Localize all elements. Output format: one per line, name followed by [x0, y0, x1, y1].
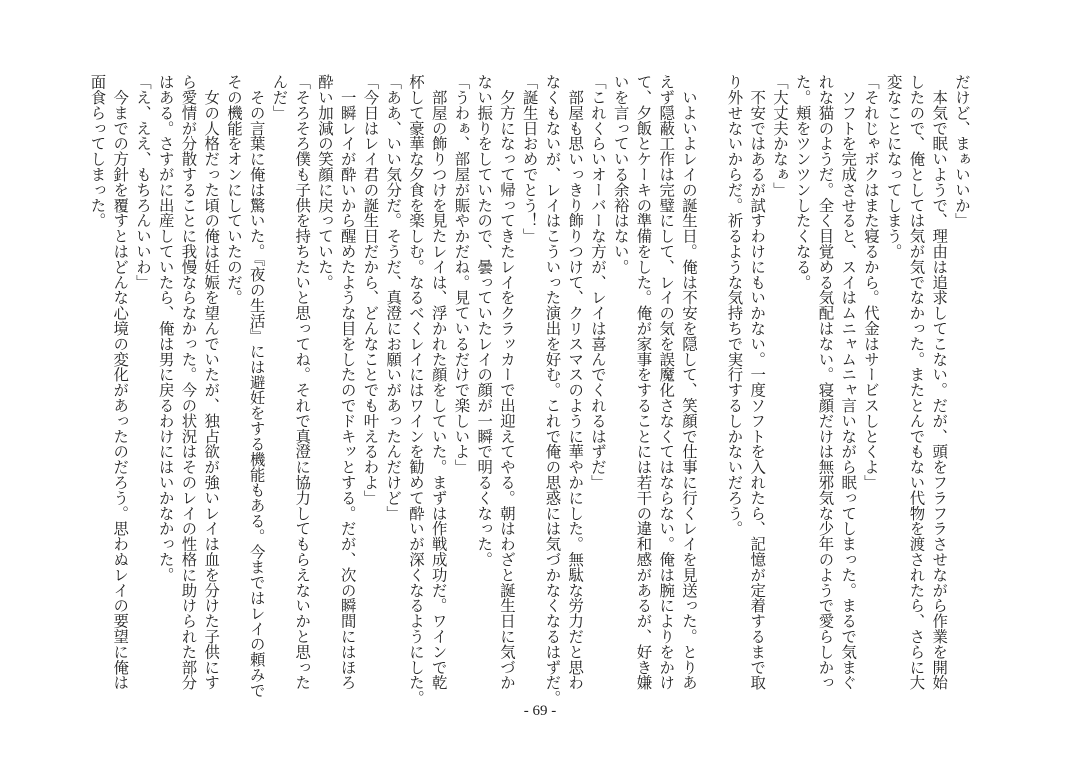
text-line: だけど、まぁいいか」	[953, 74, 971, 228]
text-line: た。頬をツンツンしたくなる。	[793, 74, 812, 290]
text-line: いを言っている余裕はない。	[611, 74, 630, 275]
text-line: 「そろそろ僕も子供を持ちたいと思ってね。それで真澄に協力してもらえないかと思った	[293, 74, 312, 690]
text-line: 一瞬レイが酔いから醒めたような目をしたのでドキッとする。だが、次の瞬間にはほろ	[338, 74, 357, 690]
text-line: ら愛情が分散することに我慢ならなかった。今の状況はそのレイの性格に助けられた部分	[179, 74, 198, 690]
text-line: 部屋も思いっきり飾りつけて、クリスマスのように華やかにした。無駄な労力だと思わ	[566, 74, 585, 690]
text-line: り外せないからだ。祈るような気持ちで実行するしかないだろう。	[725, 74, 744, 536]
text-line: いよいよレイの誕生日。俺は不安を隠して、笑顔で仕事に行くレイを見送った。とりあ	[680, 74, 698, 690]
text-line: 「ああ、いい気分だ。そうだ、真澄にお願いがあったんだけど」	[384, 74, 403, 521]
text-line: 「うわぁ、部屋が賑やかだね。見ているだけで楽しいよ」	[452, 74, 471, 475]
text-line: その機能をオンにしていたのだ。	[225, 74, 243, 305]
text-line: 夕方になって帰ってきたレイをクラッカーで出迎えてやる。朝はわざと誕生日に気づか	[498, 74, 516, 690]
text-line: 「今日はレイ君の誕生日だから、どんなことでも叶えるわよ」	[361, 74, 380, 506]
text-line: 「それじゃボクはまた寝るから。代金はサービスしとくよ」	[862, 74, 880, 490]
text-line: 「これくらいオーバーな方が、レイは喜んでくれるはずだ」	[589, 74, 607, 490]
text-line: んだ」	[270, 74, 289, 121]
text-line	[700, 74, 723, 704]
text-line: れな猫のようだ。全く目覚める気配はない。寝顔だけは無邪気な少年のようで愛らしかっ	[816, 74, 835, 690]
text-line: ソフトを完成させると、スイはムニャムニャ言いながら眠ってしまった。まるで気まぐ	[839, 74, 858, 690]
text-line: 不安ではあるが試すわけにもいかない。一度ソフトを入れたら、記憶が定着するまで取	[748, 74, 767, 690]
text-line: 女の人格だった頃の俺は妊娠を望んでいたが、独占欲が強いレイは血を分けた子供にす	[202, 74, 221, 690]
text-line: 酔い加減の笑顔に戻っていた。	[316, 74, 334, 290]
text-line: 「誕生日おめでとう！」	[520, 74, 539, 244]
text-line: 今までの方針を覆すとはどんな心境の変化があったのだろう。思わぬレイの要望に俺は	[111, 74, 130, 690]
text-line: えず隠蔽工作は完璧にして、レイの気を誤魔化さなくてはならない。俺は腕によりをかけ	[657, 74, 676, 690]
text-line: 杯して豪華な夕食を楽しむ。なるべくレイにはワインを勧めて酔いが深くなるようにした。	[407, 74, 425, 706]
text-line: 変なことになってしまう。	[884, 74, 903, 259]
text-line: なくもないが、レイはこういった演出を好む。これで俺の思惑には気づかなくなるはずだ。	[543, 74, 562, 706]
text-line: 「え、ええ、もちろんいいわ」	[134, 74, 152, 290]
vertical-text-body	[86, 74, 973, 704]
text-line: ない振りをしていたので、曇っていたレイの顔が一瞬で明るくなった。	[475, 74, 494, 567]
text-line: 本気で眠いようで、理由は追求してこない。だが、頭をフラフラさせながら作業を開始	[930, 74, 949, 690]
text-line: その言葉に俺は驚いた。『夜の生活』には避妊をする機能もある。今まではレイの頼みで	[247, 74, 266, 698]
text-line: はある。さすがに出産していたら、俺は男に戻るわけにはいかなかった。	[156, 74, 175, 583]
text-line: したので、俺としては気が気でなかった。またとんでもない代物を渡されたら、さらに大	[907, 74, 926, 690]
text-line: て、夕飯とケーキの準備をした。俺が家事をすることには若干の違和感があるが、好き嫌	[634, 74, 653, 690]
page-number: - 69 -	[523, 703, 557, 719]
text-line: 面食らってしまった。	[88, 74, 107, 228]
text-line: 「大丈夫かなぁ」	[771, 74, 789, 198]
text-line: 部屋の飾りつけを見たレイは、浮かれた顔をしていた。まずは作戦成功だ。ワインで乾	[429, 74, 448, 690]
